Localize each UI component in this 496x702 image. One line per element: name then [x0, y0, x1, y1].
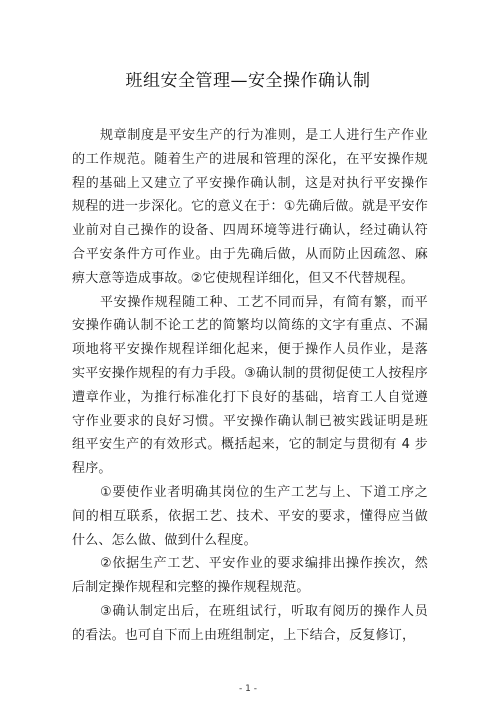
paragraph: 规章制度是平安生产的行为准则，是工人进行生产作业的工作规范。随着生产的进展和管理的深化，在平安操作规程的基础上又建立了平安操作确认制，这是对执行平安操作规程的进一步深化。它的意义在于：①先确后做。就是平安作业前对自己操作的设备、四周环境等进行确认，经过确认符合平安条件方可作业。由于先确后做，从而防止因疏忽、麻痹大意等造成事故。②它使规程详细化，但又不代替规程。 — [72, 128, 428, 286]
paragraph: ②依据生产工艺、平安作业的要求编排出操作挨次，然后制定操作规程和完整的操作规程规范。 — [72, 556, 428, 596]
page-number: - 1 - — [239, 684, 257, 694]
document-title: 班组安全管理—安全操作确认制 — [125, 71, 371, 91]
paragraph: 平安操作规程随工种、工艺不同而异，有简有繁，而平安操作确认制不论工艺的简繁均以简练的文字有重点、不漏项地将平安操作规程详细化起来，便于操作人员作业，是落实平安操作规程的有力手段。③确认制的贯彻促使工人按程序遭章作业，为推行标准化打下良好的基础，培育工人自觉遵守作业要求的良好习惯。平安操作确认制已被实践证明是班组平安生产的有效形式。概括起来，它的制定与贯彻有 4 步程序。 — [72, 294, 428, 477]
paragraph: ③确认制定出后，在班组试行，听取有阅历的操作人员的看法。也可自下而上由班组制定，上下结合，反复修订， — [72, 603, 428, 643]
document-body — [72, 124, 428, 648]
paragraph: ①要使作业者明确其岗位的生产工艺与上、下道工序之间的相互联系，依据工艺、技术、平安的要求，懂得应当做什么、怎么做、做到什么程度。 — [72, 484, 428, 548]
